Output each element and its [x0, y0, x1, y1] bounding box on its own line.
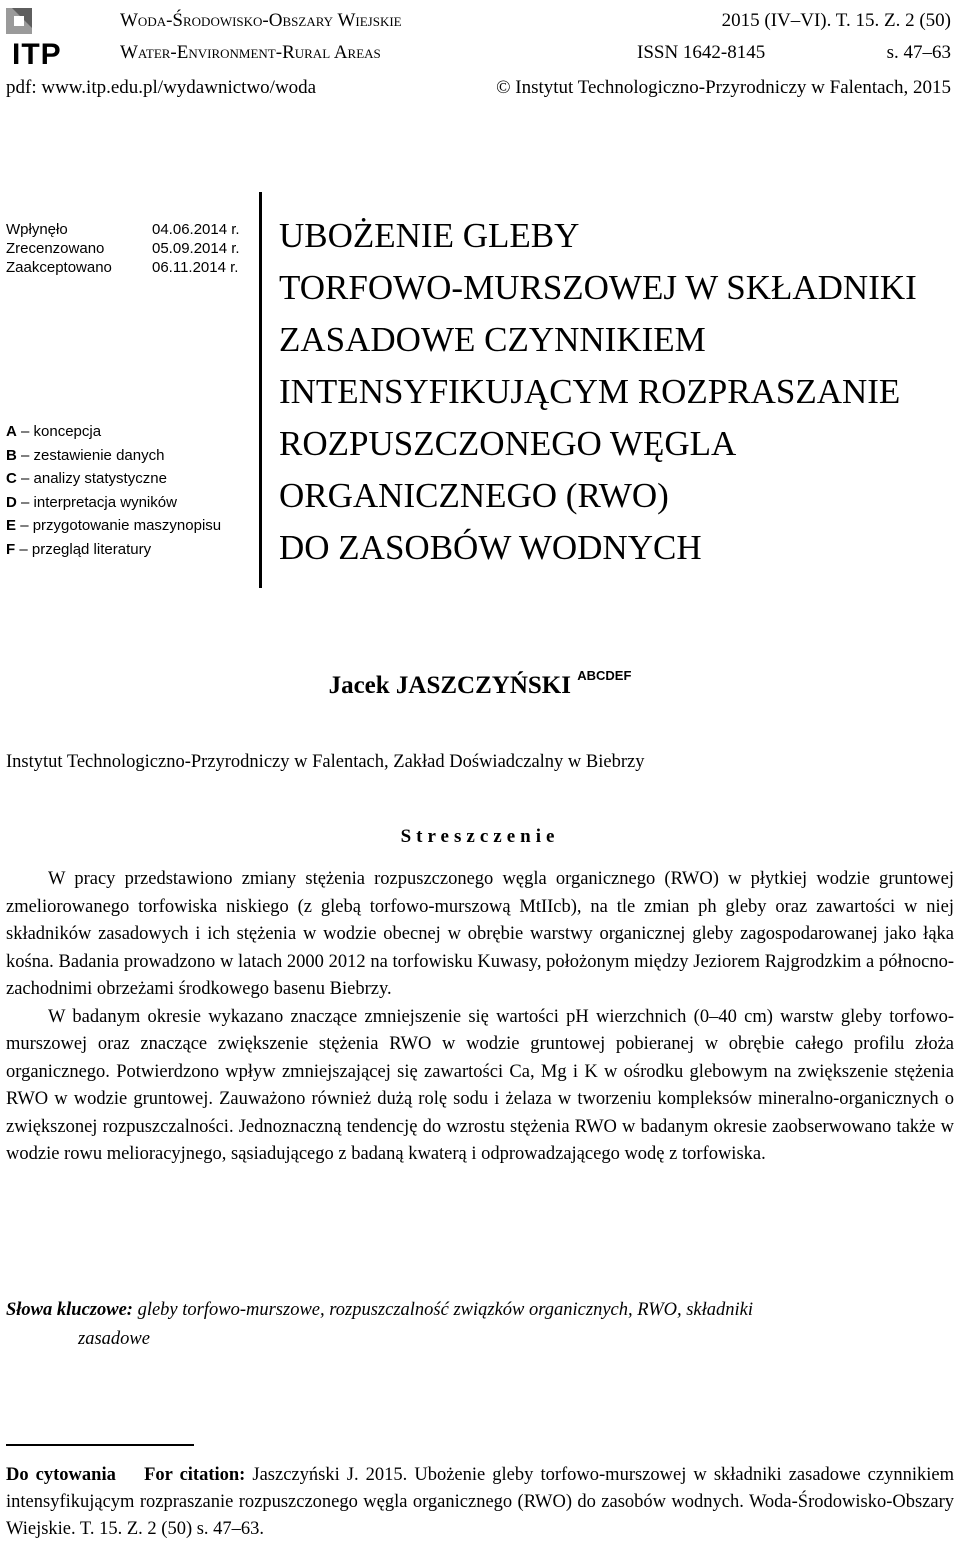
contribution-item: F – przegląd literatury: [6, 540, 152, 558]
citation: [6, 1462, 954, 1543]
title-line: TORFOWO-MURSZOWEJ W SKŁADNIKI: [279, 268, 917, 307]
issue-info: 2015 (IV–VI). T. 15. Z. 2 (50): [721, 10, 951, 31]
issn: ISSN 1642-8145: [637, 42, 766, 63]
affiliation: Instytut Technologiczno-Przyrodniczy w Falentach, Zakład Doświadczalny w Biebrzy: [6, 752, 645, 772]
contribution-item: B – zestawienie danych: [6, 446, 165, 464]
pdf-link[interactable]: pdf: www.itp.edu.pl/wydawnictwo/woda: [6, 77, 317, 98]
contribution-item: A – koncepcja: [6, 423, 102, 440]
abstract: [6, 866, 954, 1169]
title-line: UBOŻENIE GLEBY: [279, 216, 580, 255]
article-title: [279, 210, 917, 574]
journal-name-en: Water-Environment-Rural Areas: [120, 42, 381, 63]
contribution-item: C – analizy statystyczne: [6, 470, 167, 487]
title-line: DO ZASOBÓW WODNYCH: [279, 528, 702, 567]
keywords-text: gleby torfowo-murszowe, rozpuszczalność związków organicznych, RWO, składniki: [137, 1300, 754, 1320]
title-line: ROZPUSZCZONEGO WĘGLA: [279, 424, 737, 463]
title-line: ORGANICZNEGO (RWO): [279, 476, 669, 515]
footnote-rule: [6, 1444, 194, 1446]
vertical-divider: [259, 192, 262, 588]
date-accepted: Zaakceptowano 06.11.2014 r.: [6, 259, 239, 276]
copyright: © Instytut Technologiczno-Przyrodniczy w Falentach, 2015: [496, 77, 951, 98]
title-line: ZASADOWE CZYNNIKIEM: [279, 320, 706, 359]
author-roles: ABCDEF: [577, 668, 632, 683]
author-name: Jacek JASZCZYŃSKI: [328, 672, 571, 699]
page-range: s. 47–63: [886, 42, 951, 63]
abstract-heading: Streszczenie: [400, 826, 560, 847]
keywords-text-cont: zasadowe: [78, 1329, 150, 1349]
date-reviewed: Zrecenzowano 05.09.2014 r.: [6, 240, 240, 257]
logo-text: ITP: [12, 38, 62, 71]
keywords-label: Słowa kluczowe:: [6, 1300, 133, 1320]
title-line: INTENSYFIKUJĄCYM ROZPRASZANIE: [279, 372, 901, 411]
abstract-paragraph: W badanym okresie wykazano znaczące zmniejszenie się wartości pH wierzchnich (0–40 cm) warstw gleby torfowo-murszowej oraz znaczące zwiększenie stężenia RWO w wodzie gruntowej pobieranej w obrębie całego profilu złoża organicznego. Potwierdzono wpływ zmniejszającej się zawartości Ca, Mg i K w ośrodku glebowym na zwiększenie stężenia RWO w wodzie gruntowej. Zauważono również dużą rolę sodu i żelaza w tworzeniu kompleksów mineralno-organicznych o zwiększonej rozpuszczalności. Jednoznaczną tendencję do wzrostu stężenia RWO w badanym okresie zaobserwowano także w wodzie rowu melioracyjnego, sąsiadującego z badaną kwaterą i odprowadzającego wodę z torfowiska.: [6, 1006, 954, 1164]
abstract-paragraph: W pracy przedstawiono zmiany stężenia rozpuszczonego węgla organicznego (RWO) w płytkiej wodzie gruntowej zmeliorowanego torfowiska niskiego (z glebą torfowo-murszową MtIIcb), na tle zmian ph gleby oraz zawartości w niej składników zasadowych i ich stężenia w wodzie obecnej w obrębie warstwy organicznej gleby zagospodarowanej jako łąka kośna. Badania prowadzono w latach 2000 2012 na torfowisku Kuwasy, położonym między Jeziorem Rajgrodzkim a północno-zachodnimi obrzeżami środkowego basenu Biebrzy.: [6, 869, 954, 999]
submission-dates: [6, 220, 240, 277]
citation-label-pl: Do cytowania: [6, 1465, 116, 1485]
keywords: [6, 1296, 954, 1354]
journal-name-pl: Woda-Środowisko-Obszary Wiejskie: [120, 10, 402, 31]
citation-text: Jaszczyński J. 2015. Ubożenie gleby torfowo-murszowej w składniki zasadowe czynnikiem intensyfikującym rozpraszanie rozpuszczonego węgla organicznego (RWO) do zasobów wodnych. Woda-Środowisko-Obszary Wiejskie. T. 15. Z. 2 (50) s. 47–63.: [6, 1465, 954, 1539]
contribution-item: E – przygotowanie maszynopisu: [6, 517, 222, 534]
contribution-item: D – interpretacja wyników: [6, 493, 177, 511]
contribution-legend: [6, 420, 221, 561]
date-received: Wpłynęło 04.06.2014 r.: [6, 221, 240, 238]
author: [0, 668, 960, 700]
citation-label-en: For citation:: [144, 1465, 246, 1485]
